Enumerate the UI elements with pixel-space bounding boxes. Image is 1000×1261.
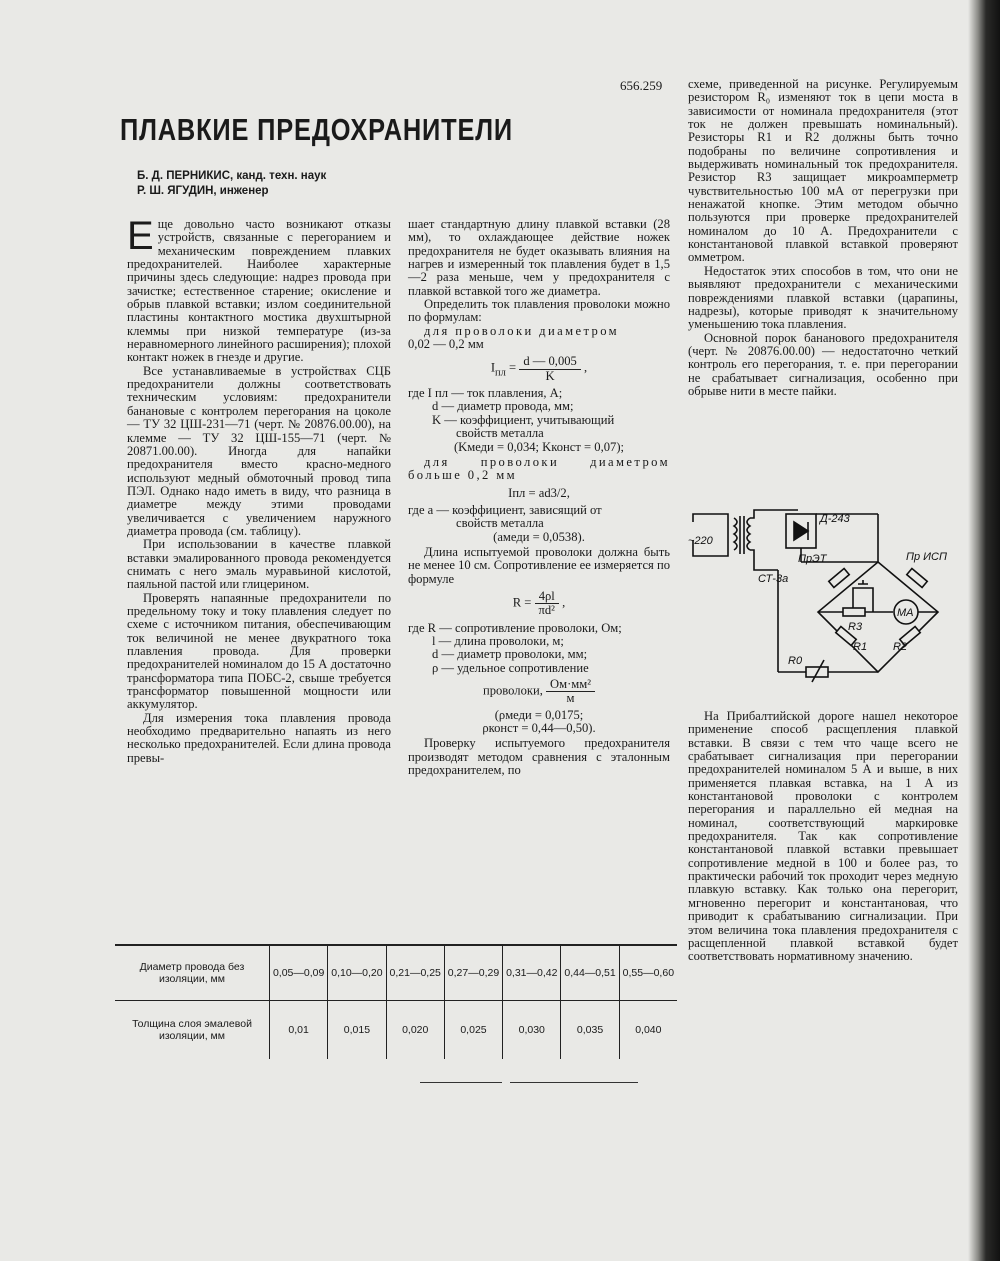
table-cell: 0,020 xyxy=(386,1001,444,1060)
formula-case-1: для проволоки диаметром xyxy=(424,323,620,338)
column-3-bottom xyxy=(688,710,958,964)
column-1 xyxy=(127,214,391,765)
table-cell: 0,035 xyxy=(561,1001,619,1060)
label-transformer: СТ-3а xyxy=(758,573,789,585)
label-reference-fuse: ПрЭТ xyxy=(798,553,827,565)
label-diode: Д-243 xyxy=(820,513,850,525)
paragraph: схеме, приведенной на рисунке. Регулируемым резистором R₀ изменяют ток в цепи моста в зависимости от номинала предохранителя (этот ток не должен превышать номинальный). Резисторы R1 и R2 должны быть точно подобраны по величине сопротивления и выдерживать номинальный ток предохранителя. Резистор R3 защищает микроамперметр чувствительностью 100 мА от перегрузки при ненажатой кнопке. Этим методом обычно пользуются при проверке предохранителей номиналом до 10 А. Предохранители с константановой плавкой вставкой проверяют омметром. xyxy=(688,77,958,265)
formula-resistance: R = $\frac{4\rho l}{\text{πd²}}$ , xyxy=(512,588,566,618)
paragraph: На Прибалтийской дороге нашел некоторое применение способ расщепления плавкой вставки. В связи с тем что чаще всего не срабатывает сигнализация при перегорании предохранителей номиналом 5 А и выше, в них применяется плавкая вставка, на 1 А из константановой проволоки с контролем перегорания и параллельно ей медная на номинал, соответствующий маркировке предохранителя. Так как сопротивление константановой плавкой вставки превышает сопротивление медной в 100 и более раз, то практически рабочий ток проходит через медную плавкую вставку. Как только она перегорит, мгновенно перегорит и константановая, что приводит к срабатыванию сигнализации. При этом величина тока плавления предохранителя с расщепленной плавкой вставкой будет соответствовать нормативному значению. xyxy=(688,709,958,964)
label-test-fuse: Пр ИСП xyxy=(906,551,947,563)
paragraph: Проверку испытуемого предохранителя производят методом сравнения с эталонным предохранителем, по xyxy=(408,736,670,778)
author-2: Р. Ш. ЯГУДИН, инженер xyxy=(137,185,269,197)
table-cell: 0,030 xyxy=(503,1001,561,1060)
paragraph: Проверять напаянные предохранители по предельному току и току плавления следует по схеме с источником питания, обеспечивающим ток величиной не менее двукратного тока плавления провода. Для проверки предохранителей номиналом до 15 А достаточно трансформатора типа ПОБС-2, свыше требуется трансформатор повышенной мощности или аккумулятор. xyxy=(127,590,391,712)
page-binding-shadow xyxy=(968,0,1000,1261)
label-meter: МА xyxy=(897,607,914,619)
paragraph: Определить ток плавления проволоки можно по формулам: xyxy=(408,297,670,325)
table-cell: 0,55—0,60 xyxy=(619,946,677,1001)
table-cell: 0,05—0,09 xyxy=(270,946,328,1001)
table-cell: 0,21—0,25 xyxy=(386,946,444,1001)
formula-definitions-2: где a — коэффициент, зависящий от свойств металла (aмеди = 0,0538). xyxy=(408,502,602,544)
drop-cap: Е xyxy=(127,214,154,258)
end-rule-right xyxy=(510,1082,638,1083)
label-r2: R2 xyxy=(893,641,908,653)
paragraph: Все устанавливаемые в устройствах СЦБ предохранители должны соответствовать техническим условиям: предохранители банановые с контролем перегорания на цоколе — ТУ 32 ЦШ-231—71 (черт. № 20876.00.00), на клемме — ТУ 32 ЦШ-155—71 (черт. № 20871.00.00). Иногда для напайки предохранителя вместо красно-медного используют медный обмоточный провод типа ПЭЛ. Однако надо иметь в виду, что разница в диаметре между этими проводами увеличивается с увеличением наружного диаметра провода (см. таблицу). xyxy=(127,363,391,538)
label-220v: ~220 xyxy=(688,535,713,547)
article-title: ПЛАВКИЕ ПРЕДОХРАНИТЕЛИ xyxy=(120,112,514,147)
formula-melting-current-2: Iпл = ad3/2, xyxy=(508,485,570,500)
paragraph: Основной порок бананового предохранителя (черт. № 20876.00.00) — недостаточно четкий контроль его перегорания, т. е. при перегорании не срабатывает сигнализация, особенно при обрыве нити в месте пайки. xyxy=(688,330,958,398)
table-cell: 0,01 xyxy=(270,1001,328,1060)
author-1: Б. Д. ПЕРНИКИС, канд. техн. наук xyxy=(137,170,327,182)
formula-melting-current-1: $I_{пл}$ = $\frac{d — 0,005}{K}$ , xyxy=(490,354,588,383)
table-cell: 0,015 xyxy=(328,1001,386,1060)
label-r3: R3 xyxy=(848,621,863,633)
formula-definitions-1: где I пл — ток плавления, А; d — диаметр провода, мм; K — коэффициент, учитывающий свойств металла (Kмеди = 0,034; Kконст = 0,07); xyxy=(408,386,625,454)
paragraph: Еще довольно часто возникают отказы устройств, связанные с перегоранием и механическим повреждением плавких предохранителей. Наиболее характерные причины здесь следующие: надрез провода при зачистке; естественное старение; окисление и обрыв плавкой вставки; излом соединительной пластины контактного мостика двухштырной клеммы при низкой температуре (из-за неравномерного линейного расширения); плохой контакт ножек в гнезде и другие. xyxy=(127,214,391,365)
table-row xyxy=(115,1001,677,1060)
paragraph: При использовании в качестве плавкой вставки эмалированного провода рекомендуется снимать с него эмаль муравьиной кислотой, паяльной пастой или глицерином. xyxy=(127,537,391,592)
udc-code: 656.259 xyxy=(620,78,663,93)
table-row-header: Диаметр провода без изоляции, мм xyxy=(115,946,270,1001)
table-row xyxy=(115,946,677,1001)
formula-case-2: для проволоки диаметром больше 0,2 мм xyxy=(408,454,670,483)
table-cell: 0,040 xyxy=(635,1024,662,1036)
paragraph: Для измерения тока плавления провода необходимо предварительно напаять из него несколько предохранителей. Если длина провода превы- xyxy=(127,710,391,765)
end-rule-left xyxy=(420,1082,502,1083)
paragraph: Длина испытуемой проволоки должна быть не менее 10 см. Сопротивление ее измеряется по формуле xyxy=(408,544,671,586)
table-cell: 0,10—0,20 xyxy=(328,946,386,1001)
circuit-diagram xyxy=(688,500,963,690)
paragraph: Недостаток этих способов в том, что они не выявляют предохранители с механическими повреждениями плавкой вставки (царапины, надрезы), которые приводят к значительному уменьшению тока плавления. xyxy=(688,263,958,332)
label-r1: R1 xyxy=(853,641,868,653)
table-row-header: Толщина слоя эмалевой изоляции, мм xyxy=(115,1001,270,1060)
table-cell: 0,31—0,42 xyxy=(503,946,561,1001)
table-cell: 0,44—0,51 xyxy=(561,946,619,1001)
label-r0: R0 xyxy=(788,655,803,667)
column-3-top xyxy=(688,78,958,398)
formula-definitions-3: где R — сопротивление проволоки, Ом; l — длина проволоки, м; d — диаметр проволоки, мм; ρ — удельное сопротивление проволоки, $\frac{\text{Ом·мм²}}{м}$ (ρмеди = 0,0175; ρконст = 0,44—0,50). xyxy=(408,620,622,736)
paragraph: шает стандартную длину плавкой вставки (28 мм), то охлаждающее действие ножек предохранителя не будет оказывать влияния на нагрев и измеренный ток плавления будет в 1,5—2 раза меньше, чем у предохранителя с плавкой вставкой того же диаметра. xyxy=(408,217,670,298)
table-cell: 0,27—0,29 xyxy=(444,946,502,1001)
wire-diameter-table xyxy=(115,946,677,1059)
column-2 xyxy=(408,218,670,777)
formula-case-1-range: 0,02 — 0,2 мм xyxy=(408,337,484,352)
table-cell: 0,025 xyxy=(444,1001,502,1060)
